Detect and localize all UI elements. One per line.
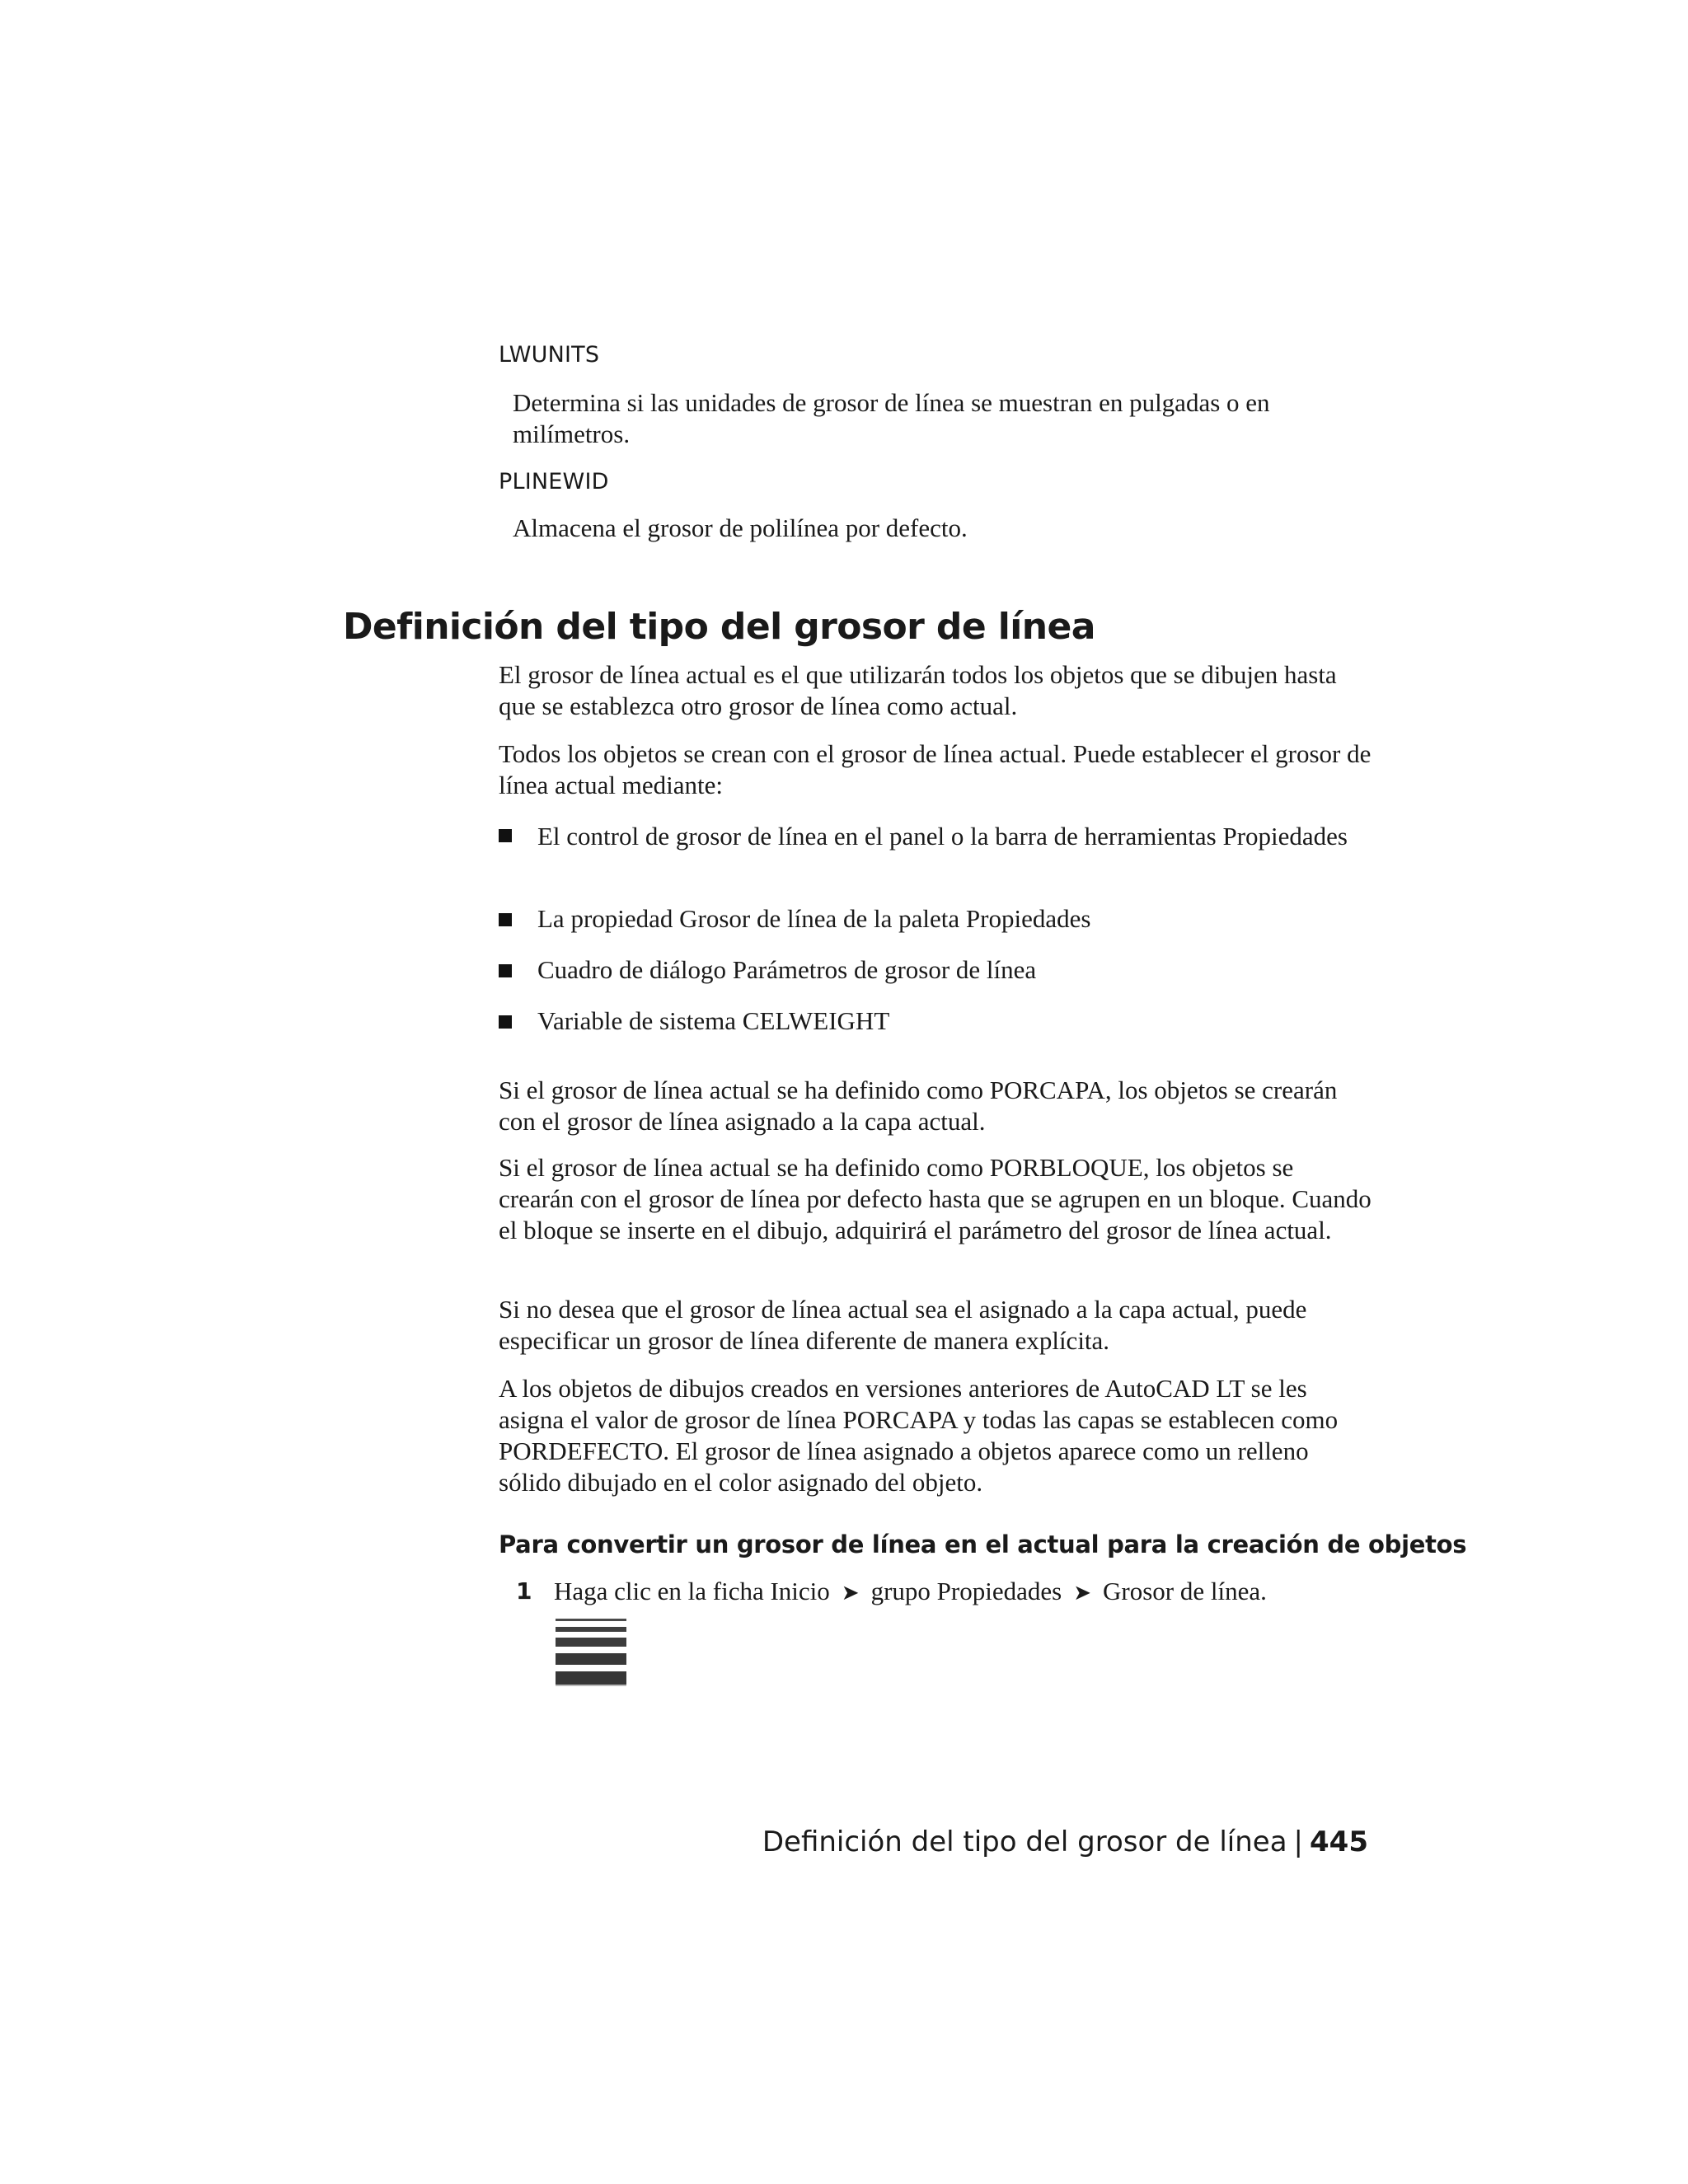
body-paragraph-1: Si el grosor de línea actual se ha definido como PORCAPA, los objetos se crearán con el grosor de línea asignado a la capa actual. xyxy=(499,1076,1338,1136)
procedure-title: Para convertir un grosor de línea en el actual para la creación de objetos xyxy=(499,1530,1467,1558)
bullet-marker xyxy=(499,913,512,926)
step-number: 1 xyxy=(516,1577,532,1605)
bullet-item-3: Cuadro de diálogo Parámetros de grosor de línea xyxy=(537,955,1037,984)
page-footer xyxy=(762,1825,1368,1859)
body-paragraph-4: A los objetos de dibujos creados en versiones anteriores de AutoCAD LT se les asigna el valor de grosor de línea PORCAPA y todas las capas se establecen como PORDEFECTO. El grosor de línea asignado a objetos aparece como un relleno sólido dibujado en el color asignado del objeto. xyxy=(499,1374,1339,1497)
step-part-command: Grosor de línea. xyxy=(1102,1577,1267,1605)
intro-paragraph-2: Todos los objetos se crean con el grosor de línea actual. Puede establecer el grosor de línea actual mediante: xyxy=(499,739,1372,799)
footer-title: Definición del tipo del grosor de línea xyxy=(762,1825,1287,1858)
bullet-item-1: El control de grosor de línea en el panel o la barra de herramientas Propiedades xyxy=(537,822,1348,851)
body-paragraph-3: Si no desea que el grosor de línea actual sea el asignado a la capa actual, puede especificar un grosor de línea diferente de manera explícita. xyxy=(499,1295,1307,1355)
step-instruction xyxy=(554,1576,1267,1609)
term-lwunits: LWUNITS xyxy=(499,342,600,368)
term-plinewid: PLINEWID xyxy=(499,469,609,494)
arrow-right-icon: ➤ xyxy=(841,1581,860,1605)
arrow-right-icon: ➤ xyxy=(1073,1581,1091,1605)
step-part-panel: grupo Propiedades xyxy=(870,1577,1062,1605)
desc-lwunits: Determina si las unidades de grosor de línea se muestran en pulgadas o en milímetros. xyxy=(513,388,1270,448)
bullet-marker xyxy=(499,829,512,842)
page-number: 445 xyxy=(1310,1825,1368,1858)
body-paragraph-2: Si el grosor de línea actual se ha definido como PORBLOQUE, los objetos se crearán con el grosor de línea por defecto hasta que se agrupen en un bloque. Cuando el bloque se inserte en el dibujo, adquirirá el parámetro del grosor de línea actual. xyxy=(499,1153,1372,1244)
desc-plinewid: Almacena el grosor de polilínea por defecto. xyxy=(513,513,968,542)
footer-separator: | xyxy=(1293,1825,1304,1858)
bullet-item-2: La propiedad Grosor de línea de la paleta Propiedades xyxy=(537,904,1091,933)
section-heading: Definición del tipo del grosor de línea xyxy=(343,606,1095,648)
bullet-marker xyxy=(499,964,512,977)
bullet-marker xyxy=(499,1015,512,1029)
bullet-item-4: Variable de sistema CELWEIGHT xyxy=(537,1006,890,1035)
step-part-tab: Haga clic en la ficha Inicio xyxy=(554,1577,830,1605)
lineweight-icon xyxy=(556,1619,626,1686)
intro-paragraph-1: El grosor de línea actual es el que utilizarán todos los objetos que se dibujen hasta que se establezca otro grosor de línea como actual. xyxy=(499,660,1337,720)
